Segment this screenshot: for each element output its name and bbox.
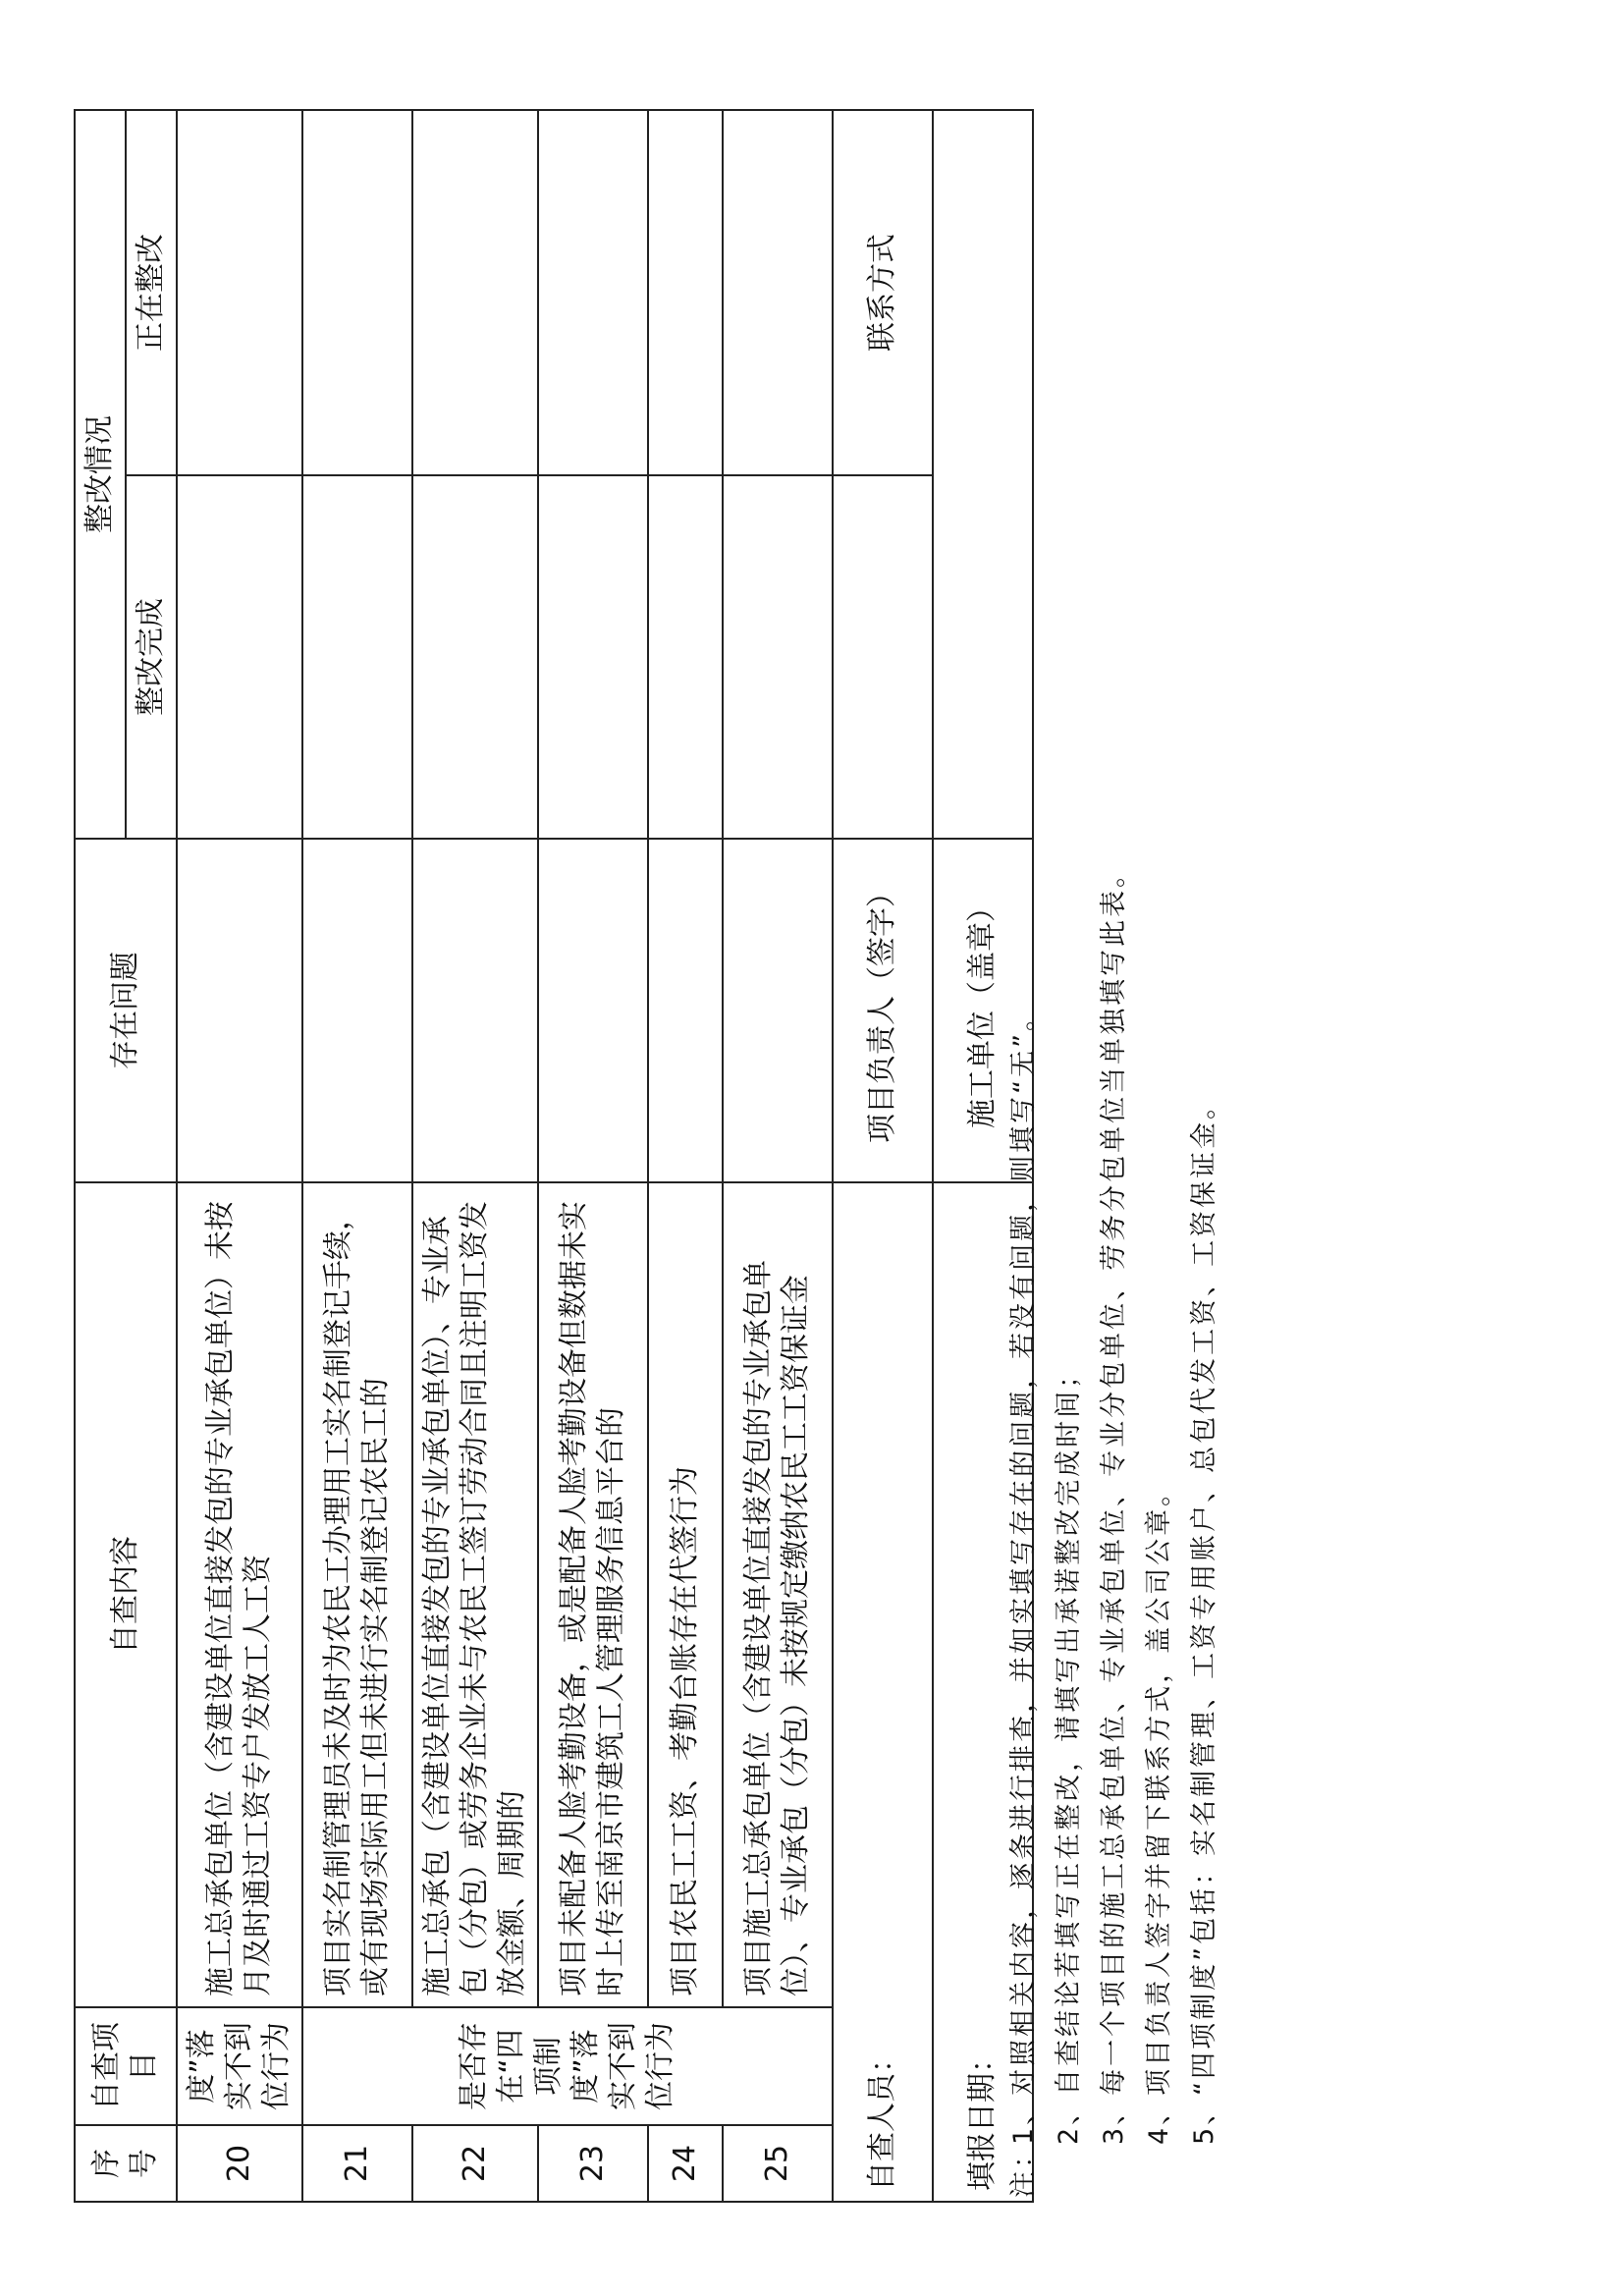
note-text: 5、“四项制度”包括：实名制管理、工资专用账户、总包代发工资、工资保证金。: [1189, 1089, 1219, 2145]
rect-done-cell[interactable]: [177, 475, 302, 839]
project-manager-sign-field[interactable]: [833, 475, 933, 839]
header-rectification: 整改情况: [75, 110, 126, 839]
note-text: 4、项目负责人签字并留下联系方式，盖公司公章。: [1144, 1476, 1174, 2145]
rect-ongoing-cell[interactable]: [412, 110, 538, 475]
rect-ongoing-cell[interactable]: [538, 110, 648, 475]
rect-ongoing-cell[interactable]: [177, 110, 302, 475]
row-content: 项目实名制管理员未及时为农民工办理用工实名制登记手续，或有现场实际用工但未进行实名制登记农民工的: [302, 1182, 412, 2007]
inspector-label: 自查人员：: [833, 1182, 933, 2202]
rect-done-cell[interactable]: [412, 475, 538, 839]
notes-prefix: 注：: [1008, 2139, 1039, 2198]
row-content: 项目农民工工资、考勤台账存在代签行为: [648, 1182, 723, 2007]
row-seq: 25: [723, 2125, 833, 2202]
note-line: [1047, 116, 1092, 2198]
row-content: 施工总承包（含建设单位直接发包的专业承包单位）、专业承包（分包）或劳务企业未与农民工签订劳动合同且注明工资发放金额、周期的: [412, 1182, 538, 2007]
rect-ongoing-cell[interactable]: [302, 110, 412, 475]
issue-cell[interactable]: [302, 839, 412, 1182]
issue-cell[interactable]: [177, 839, 302, 1182]
issue-cell[interactable]: [412, 839, 538, 1182]
signature-row-1: [833, 110, 933, 2202]
rect-done-cell[interactable]: [723, 475, 833, 839]
note-line: [1001, 116, 1047, 2198]
table-row: [412, 110, 538, 2202]
note-line: [1092, 116, 1137, 2198]
row-content: 项目未配备人脸考勤设备，或是配备人脸考勤设备但数据未实时上传至南京市建筑工人管理服务信息平台的: [538, 1182, 648, 2007]
self-inspection-table: [74, 109, 1034, 2203]
row-seq: 23: [538, 2125, 648, 2202]
rect-ongoing-cell[interactable]: [723, 110, 833, 475]
row-content: 项目施工总承包单位（含建设单位直接发包的专业承包单位）、专业承包（分包）未按规定缴纳农民工工资保证金: [723, 1182, 833, 2007]
table-row: [177, 110, 302, 2202]
issue-cell[interactable]: [648, 839, 723, 1182]
item-group-cell: 是否存在“四项制度”落实不到位行为: [302, 2007, 833, 2125]
table-row: [648, 110, 723, 2202]
project-manager-label: 项目负责人（签字）: [833, 839, 933, 1182]
header-seq: 序号: [75, 2125, 177, 2202]
contact-label: 联系方式: [833, 110, 933, 475]
table-header-row-1: [75, 110, 126, 2202]
rect-ongoing-cell[interactable]: [648, 110, 723, 475]
notes-section: [1001, 116, 1227, 2198]
note-line: [1137, 116, 1182, 2198]
table-row: [538, 110, 648, 2202]
row-content: 施工总承包单位（含建设单位直接发包的专业承包单位）未按月及时通过工资专户发放工人工资: [177, 1182, 302, 2007]
rect-done-cell[interactable]: [538, 475, 648, 839]
report-date-label: 填报日期：: [933, 1182, 1033, 2202]
note-text: 1、对照相关内容，逐条进行排查，并如实填写存在的问题，若没有问题，则填写“无”。: [1008, 1001, 1039, 2145]
table-row: [723, 110, 833, 2202]
row-seq: 22: [412, 2125, 538, 2202]
header-issue: 存在问题: [75, 839, 177, 1182]
table-row: [302, 110, 412, 2202]
rect-done-cell[interactable]: [648, 475, 723, 839]
row-seq: 24: [648, 2125, 723, 2202]
item-group-cell: 度”落实不到位行为: [177, 2007, 302, 2125]
header-rect-done: 整改完成: [126, 475, 177, 839]
note-text: 2、自查结论若填写正在整改，请填写出承诺整改完成时间；: [1054, 1358, 1084, 2145]
header-content: 自查内容: [75, 1182, 177, 2007]
note-line: [1182, 116, 1227, 2198]
row-seq: 20: [177, 2125, 302, 2202]
issue-cell[interactable]: [538, 839, 648, 1182]
construction-unit-label: 施工单位（盖章）: [933, 839, 1033, 1182]
rect-done-cell[interactable]: [302, 475, 412, 839]
header-item: 自查项目: [75, 2007, 177, 2125]
row-seq: 21: [302, 2125, 412, 2202]
header-rect-ongoing: 正在整改: [126, 110, 177, 475]
note-text: 3、每一个项目的施工总承包单位、专业承包单位、专业分包单位、劳务分包单位当单独填写此表。: [1099, 857, 1129, 2145]
issue-cell[interactable]: [723, 839, 833, 1182]
